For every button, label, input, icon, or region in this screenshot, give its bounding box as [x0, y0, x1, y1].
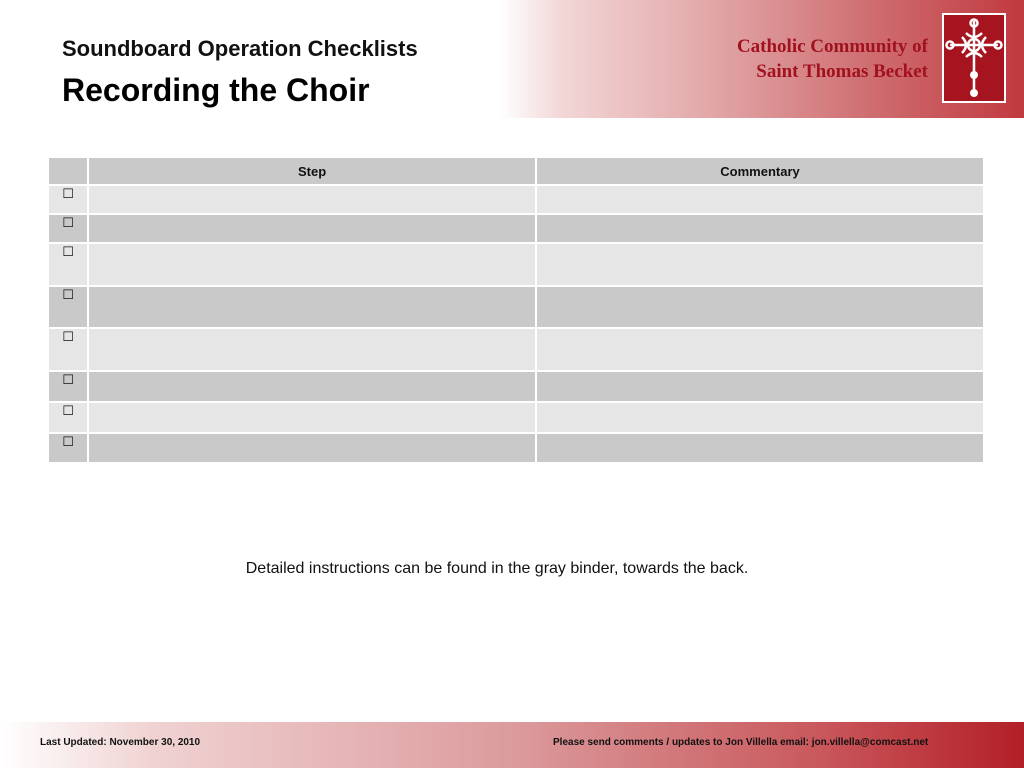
checkbox-icon[interactable]: ☐: [48, 286, 88, 328]
commentary-cell: [536, 185, 984, 214]
column-header-step: Step: [88, 157, 536, 185]
column-header-check: [48, 157, 88, 185]
checkbox-icon[interactable]: ☐: [48, 214, 88, 243]
checklist-table: [47, 156, 985, 464]
org-name-line2: Saint Thomas Becket: [756, 61, 928, 82]
table-header-row: [48, 157, 984, 185]
table-row: [48, 371, 984, 402]
checkbox-icon[interactable]: ☐: [48, 328, 88, 371]
commentary-cell: [536, 328, 984, 371]
commentary-cell: [536, 286, 984, 328]
checkbox-icon[interactable]: ☐: [48, 185, 88, 214]
commentary-cell: [536, 214, 984, 243]
checkbox-icon[interactable]: ☐: [48, 243, 88, 286]
checkbox-icon[interactable]: ☐: [48, 433, 88, 463]
step-cell: [88, 402, 536, 433]
step-cell: [88, 371, 536, 402]
org-name-line1: Catholic Community of: [736, 36, 928, 57]
commentary-cell: [536, 402, 984, 433]
column-header-commentary: Commentary: [536, 157, 984, 185]
table-row: [48, 433, 984, 463]
step-cell: [88, 243, 536, 286]
step-cell: [88, 286, 536, 328]
organization-name: [737, 34, 928, 84]
instructions-note: Detailed instructions can be found in the gray binder, towards the back.: [245, 560, 749, 577]
table-row: [48, 402, 984, 433]
commentary-cell: [536, 243, 984, 286]
contact-text: Please send comments / updates to Jon Villella email: jon.villella@comcast.net: [553, 737, 929, 748]
table-row: [48, 286, 984, 328]
step-cell: [88, 185, 536, 214]
step-cell: [88, 433, 536, 463]
page-title: Recording the Choir: [62, 72, 370, 108]
checkbox-icon[interactable]: ☐: [48, 402, 88, 433]
table-row: [48, 243, 984, 286]
last-updated-text: Last Updated: November 30, 2010: [40, 737, 201, 748]
cross-logo-icon: [942, 13, 1006, 103]
table-row: [48, 185, 984, 214]
cross-icon: [944, 15, 1004, 101]
checkbox-icon[interactable]: ☐: [48, 371, 88, 402]
page-subtitle: Soundboard Operation Checklists: [62, 36, 418, 61]
step-cell: [88, 214, 536, 243]
footer-bar: [0, 722, 1024, 768]
table-row: [48, 328, 984, 371]
commentary-cell: [536, 433, 984, 463]
step-cell: [88, 328, 536, 371]
table-row: [48, 214, 984, 243]
commentary-cell: [536, 371, 984, 402]
